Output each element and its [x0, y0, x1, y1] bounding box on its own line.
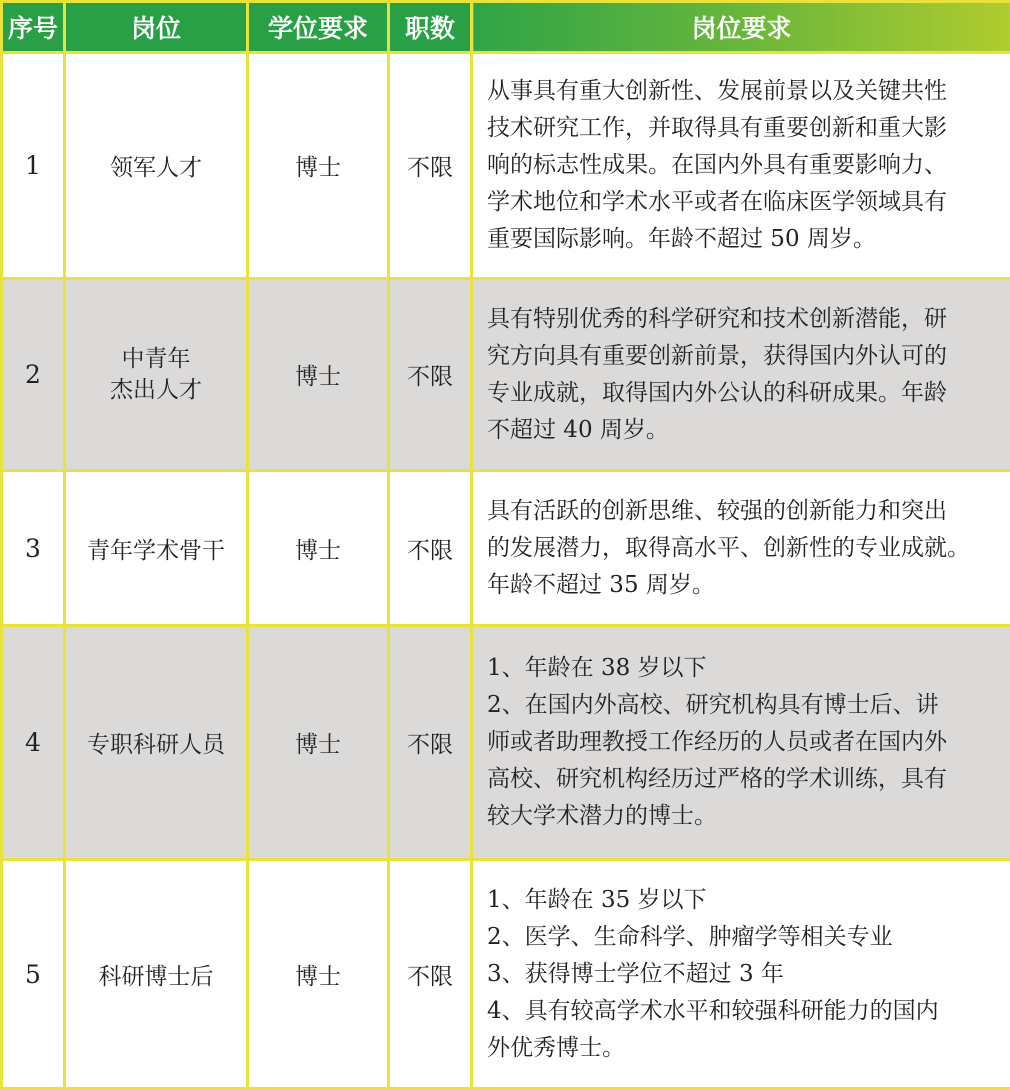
- row-requirements: [472, 279, 1010, 471]
- row-degree: 博士: [248, 53, 389, 279]
- table-row: [2, 279, 1010, 471]
- row-index: 1: [2, 53, 65, 279]
- requirement-line: 学术地位和学术水平或者在临床医学领域具有: [487, 184, 996, 221]
- requirement-line: 重要国际影响。年龄不超过 50 周岁。: [487, 221, 996, 258]
- requirement-line: 3、获得博士学位不超过 3 年: [487, 956, 996, 993]
- requirement-line: 外优秀博士。: [487, 1030, 996, 1067]
- requirement-line: 4、具有较高学术水平和较强科研能力的国内: [487, 993, 996, 1030]
- requirement-line: 响的标志性成果。在国内外具有重要影响力、: [487, 147, 996, 184]
- position-line: 中青年: [66, 344, 246, 375]
- header-title-count: 职数: [389, 2, 472, 53]
- row-requirements: [472, 860, 1010, 1089]
- header-position: 岗位: [65, 2, 248, 53]
- requirement-line: 究方向具有重要创新前景，获得国内外认可的: [487, 338, 996, 375]
- row-degree: 博士: [248, 626, 389, 860]
- row-index: 2: [2, 279, 65, 471]
- requirement-line: 较大学术潜力的博士。: [487, 798, 996, 835]
- requirement-line: 专业成就，取得国内外公认的科研成果。年龄: [487, 375, 996, 412]
- requirement-line: 不超过 40 周岁。: [487, 412, 996, 449]
- table-row: [2, 626, 1010, 860]
- header-degree: 学位要求: [248, 2, 389, 53]
- row-degree: 博士: [248, 471, 389, 626]
- header-requirements: 岗位要求: [472, 2, 1010, 53]
- requirement-line: 师或者助理教授工作经历的人员或者在国内外: [487, 724, 996, 761]
- row-position: 领军人才: [65, 53, 248, 279]
- row-title-count: 不限: [389, 626, 472, 860]
- requirement-line: 2、在国内外高校、研究机构具有博士后、讲: [487, 687, 996, 724]
- requirement-line: 年龄不超过 35 周岁。: [487, 567, 996, 604]
- row-title-count: 不限: [389, 471, 472, 626]
- position-line: 杰出人才: [66, 375, 246, 406]
- row-title-count: 不限: [389, 53, 472, 279]
- requirement-line: 的发展潜力，取得高水平、创新性的专业成就。: [487, 530, 996, 567]
- requirement-line: 技术研究工作，并取得具有重要创新和重大影: [487, 110, 996, 147]
- requirement-line: 2、医学、生命科学、肿瘤学等相关专业: [487, 919, 996, 956]
- requirement-line: 从事具有重大创新性、发展前景以及关键共性: [487, 73, 996, 110]
- row-position: 科研博士后: [65, 860, 248, 1089]
- requirement-line: 1、年龄在 38 岁以下: [487, 650, 996, 687]
- row-position: 青年学术骨干: [65, 471, 248, 626]
- requirement-line: 具有活跃的创新思维、较强的创新能力和突出: [487, 493, 996, 530]
- table-header-row: [2, 2, 1010, 53]
- requirement-line: 高校、研究机构经历过严格的学术训练，具有: [487, 761, 996, 798]
- requirement-line: 1、年龄在 35 岁以下: [487, 882, 996, 919]
- row-index: 4: [2, 626, 65, 860]
- row-requirements: [472, 471, 1010, 626]
- row-index: 5: [2, 860, 65, 1089]
- row-position: 专职科研人员: [65, 626, 248, 860]
- row-title-count: 不限: [389, 860, 472, 1089]
- row-degree: 博士: [248, 860, 389, 1089]
- row-requirements: [472, 53, 1010, 279]
- requirement-line: 具有特别优秀的科学研究和技术创新潜能，研: [487, 301, 996, 338]
- row-index: 3: [2, 471, 65, 626]
- row-title-count: 不限: [389, 279, 472, 471]
- table-row: [2, 860, 1010, 1089]
- row-degree: 博士: [248, 279, 389, 471]
- table-row: [2, 53, 1010, 279]
- row-position: [65, 279, 248, 471]
- table-row: [2, 471, 1010, 626]
- row-requirements: [472, 626, 1010, 860]
- header-index: 序号: [2, 2, 65, 53]
